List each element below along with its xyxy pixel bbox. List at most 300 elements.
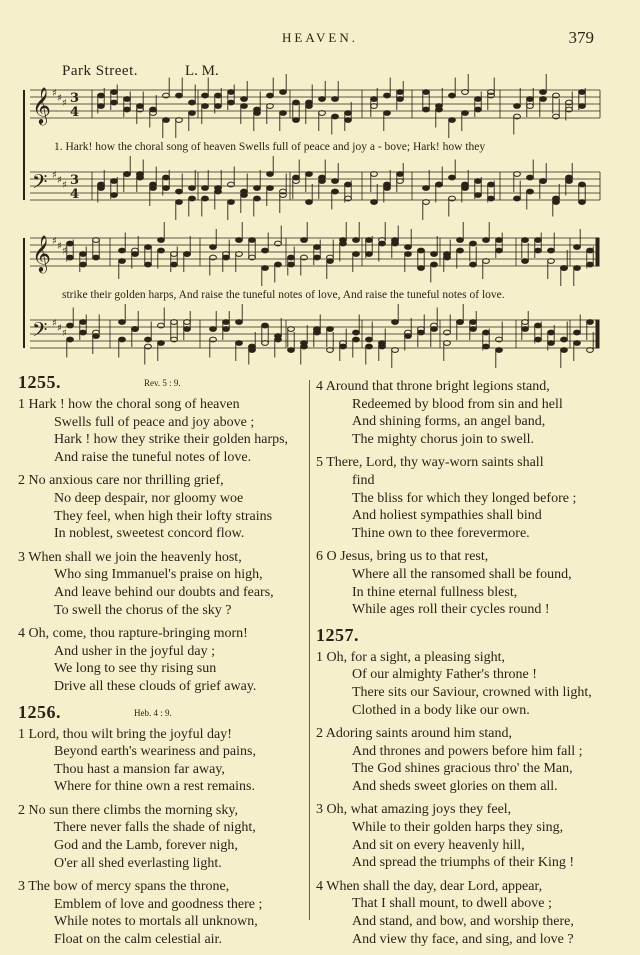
note-head bbox=[431, 252, 438, 257]
verse-line: find bbox=[352, 472, 375, 488]
verse-line: And spread the triumphs of their King ! bbox=[352, 855, 575, 871]
note-head bbox=[496, 238, 503, 243]
note-head bbox=[210, 327, 217, 332]
verse-line: Hark ! how they strike their golden harps, bbox=[54, 432, 289, 448]
note-head bbox=[553, 196, 560, 201]
music-lyrics-line-2: strike their golden harps, And raise the tuneful notes of love, And raise the tuneful notes of love. bbox=[62, 289, 505, 301]
note-head bbox=[548, 248, 555, 253]
verse-line: And holiest sympathies shall bind bbox=[352, 508, 542, 524]
note-head bbox=[457, 320, 464, 325]
note-head bbox=[288, 255, 295, 260]
note-head bbox=[98, 93, 105, 98]
stanza bbox=[18, 625, 310, 695]
verse-line: Redeemed by blood from sin and hell bbox=[352, 396, 563, 412]
note-head bbox=[124, 107, 131, 112]
bass-clef: 𝄢 bbox=[32, 318, 48, 346]
note-head bbox=[236, 320, 243, 325]
stanza bbox=[18, 726, 310, 796]
note-head bbox=[579, 200, 586, 205]
note-head bbox=[228, 90, 235, 95]
note-head bbox=[306, 172, 313, 177]
note-head bbox=[215, 93, 222, 98]
page-header-title: HEAVEN. bbox=[281, 30, 358, 45]
verse-line: 6 O Jesus, bring us to that rest, bbox=[316, 549, 489, 565]
note-head bbox=[332, 114, 339, 119]
note-head bbox=[314, 245, 321, 250]
music-lyrics-line-1: 1. Hark! how the choral song of heaven Swells full of peace and joy a - bove; Hark! how they bbox=[54, 141, 486, 153]
note-head bbox=[353, 337, 360, 342]
note-head bbox=[449, 118, 456, 123]
verse-line: There sits our Saviour, crowned with light, bbox=[352, 684, 592, 700]
verse-line: Float on the calm celestial air. bbox=[54, 932, 222, 948]
note-head bbox=[137, 104, 144, 109]
note-head bbox=[345, 118, 352, 123]
note-head bbox=[314, 255, 321, 260]
note-head bbox=[379, 241, 386, 246]
sharp-sign: ♯ bbox=[57, 323, 62, 334]
verse-line: In noblest, sweetest concord flow. bbox=[54, 526, 245, 542]
note-head bbox=[431, 327, 438, 332]
bass-clef: 𝄢 bbox=[32, 170, 48, 198]
note-head bbox=[111, 100, 118, 105]
verse-line: Where all the ransomed shall be found, bbox=[352, 566, 572, 582]
note-head bbox=[150, 107, 157, 112]
note-head bbox=[449, 175, 456, 180]
note-head bbox=[366, 252, 373, 257]
note-head bbox=[327, 327, 334, 332]
note-head bbox=[145, 245, 152, 250]
verse-line: 4 Around that throne bright legions stand, bbox=[316, 379, 550, 394]
note-head bbox=[119, 248, 126, 253]
note-head bbox=[202, 196, 209, 201]
stanza bbox=[18, 549, 310, 619]
left-column bbox=[18, 372, 310, 955]
note-head bbox=[80, 262, 87, 267]
treble-clef: 𝄞 bbox=[32, 86, 51, 124]
note-head bbox=[67, 241, 74, 246]
note-head bbox=[475, 97, 482, 102]
note-head bbox=[431, 262, 438, 267]
time-signature-top: 3 bbox=[70, 91, 80, 106]
note-head bbox=[353, 252, 360, 257]
hymn-reference: Rev. 5 : 9. bbox=[144, 378, 181, 388]
note-head bbox=[475, 107, 482, 112]
note-head bbox=[280, 111, 287, 116]
note-head bbox=[241, 104, 248, 109]
note-head bbox=[392, 238, 399, 243]
note-head bbox=[158, 238, 165, 243]
final-bar bbox=[596, 320, 599, 348]
stanza bbox=[316, 548, 616, 618]
note-head bbox=[241, 193, 248, 198]
note-head bbox=[574, 266, 581, 271]
time-signature-top: 3 bbox=[70, 173, 80, 188]
note-head bbox=[262, 323, 269, 328]
note-head bbox=[67, 255, 74, 260]
note-head bbox=[384, 182, 391, 187]
verse-line: Thine own to thee forevermore. bbox=[352, 525, 530, 541]
verse-line: 5 There, Lord, thy way-worn saints shall bbox=[316, 455, 544, 471]
note-head bbox=[475, 193, 482, 198]
verse-line: 2 No anxious care nor thrilling grief, bbox=[18, 473, 224, 489]
note-head bbox=[462, 111, 469, 116]
note-head bbox=[202, 104, 209, 109]
note-head bbox=[496, 248, 503, 253]
note-head bbox=[267, 93, 274, 98]
stanza bbox=[316, 878, 616, 948]
note-head bbox=[418, 266, 425, 271]
note-head bbox=[189, 111, 196, 116]
note-head bbox=[345, 182, 352, 187]
note-head bbox=[405, 245, 412, 250]
sharp-sign: ♯ bbox=[52, 170, 57, 181]
verse-line: That I shall mount, to dwell above ; bbox=[352, 896, 552, 912]
note-head bbox=[418, 248, 425, 253]
verse-line: Thou hast a mansion far away, bbox=[54, 761, 225, 777]
note-head bbox=[457, 248, 464, 253]
tune-meter: L. M. bbox=[185, 63, 219, 79]
verse-line: And sheds sweet glories on them all. bbox=[352, 778, 558, 794]
sharp-sign: ♯ bbox=[62, 98, 67, 109]
note-head bbox=[540, 90, 547, 95]
note-head bbox=[548, 330, 555, 335]
note-head bbox=[163, 118, 170, 123]
note-head bbox=[150, 186, 157, 191]
sharp-sign: ♯ bbox=[62, 180, 67, 191]
note-head bbox=[483, 238, 490, 243]
right-column bbox=[316, 378, 616, 954]
note-head bbox=[176, 189, 183, 194]
note-head bbox=[574, 341, 581, 346]
verse-line: Clothed in a body like our own. bbox=[352, 702, 530, 718]
verse-line: In thine eternal fullness blest, bbox=[352, 584, 518, 600]
note-head bbox=[275, 337, 282, 342]
note-head bbox=[371, 97, 378, 102]
note-head bbox=[353, 330, 360, 335]
note-head bbox=[158, 341, 165, 346]
verse-line: Beyond earth's weariness and pains, bbox=[54, 744, 256, 760]
verse-line: 3 The bow of mercy spans the throne, bbox=[18, 879, 230, 895]
note-head bbox=[80, 330, 87, 335]
note-head bbox=[332, 179, 339, 184]
note-head bbox=[275, 262, 282, 267]
stanza bbox=[316, 454, 616, 542]
note-head bbox=[514, 104, 521, 109]
note-head bbox=[514, 196, 521, 201]
note-head bbox=[158, 248, 165, 253]
note-head bbox=[267, 172, 274, 177]
note-head bbox=[483, 330, 490, 335]
sharp-sign: ♯ bbox=[52, 236, 57, 247]
note-head bbox=[249, 238, 256, 243]
treble-clef: 𝄞 bbox=[32, 234, 51, 272]
note-head bbox=[527, 97, 534, 102]
verse-line: 4 When shall the day, dear Lord, appear, bbox=[316, 878, 543, 894]
stanza bbox=[18, 472, 310, 542]
note-head bbox=[535, 337, 542, 342]
note-head bbox=[574, 245, 581, 250]
hymn-1255 bbox=[18, 372, 310, 696]
verse-line: God and the Lamb, forever nigh, bbox=[54, 838, 238, 854]
note-head bbox=[254, 186, 261, 191]
note-head bbox=[241, 97, 248, 102]
note-head bbox=[527, 175, 534, 180]
note-head bbox=[423, 90, 430, 95]
note-head bbox=[98, 104, 105, 109]
verse-line: 2 Adoring saints around him stand, bbox=[316, 726, 512, 742]
note-head bbox=[215, 104, 222, 109]
note-head bbox=[111, 193, 118, 198]
note-head bbox=[392, 320, 399, 325]
note-head bbox=[189, 196, 196, 201]
verse-line: The mighty chorus join to swell. bbox=[352, 431, 534, 447]
note-head bbox=[184, 252, 191, 257]
hymn-number: 1256. bbox=[18, 701, 61, 722]
stanza bbox=[18, 802, 310, 872]
note-head bbox=[236, 341, 243, 346]
note-head bbox=[587, 248, 594, 253]
note-head bbox=[470, 262, 477, 267]
note-head bbox=[535, 248, 542, 253]
note-head bbox=[470, 241, 477, 246]
verse-line: And view thy face, and sing, and love ? bbox=[352, 931, 574, 947]
verse-line: 1 Oh, for a sight, a pleasing sight, bbox=[316, 649, 505, 665]
verse-line: 1 Lord, thou wilt bring the joyful day! bbox=[18, 726, 232, 742]
stanza bbox=[316, 378, 616, 448]
stanza bbox=[316, 725, 616, 795]
note-head bbox=[254, 111, 261, 116]
note-head bbox=[280, 90, 287, 95]
note-head bbox=[314, 327, 321, 332]
note-head bbox=[228, 100, 235, 105]
verse-line: 3 When shall we join the heavenly host, bbox=[18, 549, 242, 565]
note-head bbox=[301, 344, 308, 349]
note-head bbox=[189, 186, 196, 191]
stanza bbox=[316, 801, 616, 871]
sharp-sign: ♯ bbox=[62, 246, 67, 257]
hymn-number: 1255. bbox=[18, 372, 61, 392]
note-head bbox=[80, 252, 87, 257]
note-head bbox=[262, 266, 269, 271]
note-head bbox=[522, 238, 529, 243]
note-head bbox=[540, 97, 547, 102]
note-head bbox=[561, 337, 568, 342]
sharp-sign: ♯ bbox=[52, 88, 57, 99]
note-head bbox=[587, 320, 594, 325]
note-head bbox=[475, 179, 482, 184]
final-bar bbox=[596, 238, 599, 266]
note-head bbox=[319, 179, 326, 184]
note-head bbox=[223, 320, 230, 325]
stanza bbox=[316, 649, 616, 719]
note-head bbox=[522, 327, 529, 332]
verse-line: The God shines gracious thro' the Man, bbox=[352, 761, 573, 777]
note-head bbox=[366, 337, 373, 342]
note-head bbox=[210, 245, 217, 250]
note-head bbox=[288, 348, 295, 353]
note-head bbox=[145, 337, 152, 342]
note-head bbox=[587, 262, 594, 267]
note-head bbox=[423, 186, 430, 191]
note-head bbox=[293, 118, 300, 123]
note-head bbox=[163, 175, 170, 180]
note-head bbox=[111, 179, 118, 184]
verse-line: Where for thine own a rest remains. bbox=[54, 779, 255, 795]
note-head bbox=[449, 93, 456, 98]
hymn-1256 bbox=[18, 702, 310, 949]
note-head bbox=[223, 327, 230, 332]
note-head bbox=[202, 93, 209, 98]
time-signature-bottom: 4 bbox=[70, 105, 80, 120]
note-head bbox=[457, 238, 464, 243]
verse-line: And stand, and bow, and worship there, bbox=[352, 914, 574, 930]
note-head bbox=[366, 344, 373, 349]
verse-line: While ages roll their cycles round ! bbox=[352, 602, 550, 618]
note-head bbox=[405, 252, 412, 257]
note-head bbox=[163, 186, 170, 191]
note-head bbox=[80, 320, 87, 325]
verse-line: Who sing Immanuel's praise on high, bbox=[54, 567, 263, 583]
verse-line: No deep despair, nor gloomy woe bbox=[54, 490, 244, 506]
verse-line: And thrones and powers before him fall ; bbox=[352, 743, 583, 759]
sharp-sign: ♯ bbox=[52, 318, 57, 329]
note-head bbox=[397, 97, 404, 102]
page-number: 379 bbox=[568, 28, 594, 47]
note-head bbox=[397, 90, 404, 95]
note-head bbox=[184, 327, 191, 332]
note-head bbox=[384, 93, 391, 98]
note-head bbox=[262, 248, 269, 253]
note-head bbox=[93, 255, 100, 260]
note-head bbox=[527, 189, 534, 194]
note-head bbox=[306, 104, 313, 109]
note-head bbox=[111, 90, 118, 95]
sharp-sign: ♯ bbox=[57, 241, 62, 252]
note-head bbox=[574, 330, 581, 335]
note-head bbox=[332, 97, 339, 102]
note-head bbox=[332, 189, 339, 194]
note-head bbox=[345, 111, 352, 116]
note-head bbox=[496, 348, 503, 353]
note-head bbox=[353, 238, 360, 243]
verse-line: And sit on every heavenly hill, bbox=[352, 837, 525, 853]
verse-line: We long to see thy rising sun bbox=[54, 661, 217, 677]
note-head bbox=[189, 100, 196, 105]
note-head bbox=[288, 262, 295, 267]
note-head bbox=[566, 175, 573, 180]
note-head bbox=[423, 107, 430, 112]
note-head bbox=[254, 196, 261, 201]
verse-line: 4 Oh, come, thou rapture-bringing morn! bbox=[18, 626, 248, 642]
verse-line: 3 Oh, what amazing joys they feel, bbox=[316, 802, 512, 818]
note-head bbox=[145, 262, 152, 267]
tune-name: Park Street. bbox=[62, 63, 138, 79]
note-head bbox=[119, 320, 126, 325]
note-head bbox=[137, 172, 144, 177]
time-signature-bottom: 4 bbox=[70, 187, 80, 202]
verse-line: Of our almighty Father's throne ! bbox=[352, 667, 537, 683]
note-head bbox=[483, 344, 490, 349]
note-head bbox=[124, 97, 131, 102]
verse-line: And usher in the joyful day ; bbox=[54, 643, 215, 659]
note-head bbox=[119, 337, 126, 342]
note-head bbox=[384, 111, 391, 116]
hymn-number: 1257. bbox=[316, 624, 359, 645]
note-head bbox=[470, 320, 477, 325]
note-head bbox=[171, 262, 178, 267]
note-head bbox=[579, 104, 586, 109]
music-score bbox=[0, 0, 640, 370]
verse-line: While notes to mortals all unknown, bbox=[54, 914, 258, 930]
verse-line: 1 Hark ! how the choral song of heaven bbox=[18, 397, 240, 412]
note-head bbox=[249, 344, 256, 349]
sharp-sign: ♯ bbox=[62, 328, 67, 339]
sharp-sign: ♯ bbox=[57, 175, 62, 186]
verse-line: Swells full of peace and joy above ; bbox=[54, 414, 255, 430]
note-head bbox=[306, 200, 313, 205]
verse-line: And raise the tuneful notes of love. bbox=[54, 449, 252, 465]
hymn-reference: Heb. 4 : 9. bbox=[134, 707, 172, 718]
note-head bbox=[488, 196, 495, 201]
verse-line: They feel, when high their lofty strains bbox=[54, 508, 273, 524]
sharp-sign: ♯ bbox=[57, 93, 62, 104]
note-head bbox=[535, 238, 542, 243]
note-head bbox=[67, 337, 74, 342]
stanza bbox=[18, 878, 310, 948]
note-head bbox=[436, 107, 443, 112]
verse-line: Drive all these clouds of grief away. bbox=[54, 678, 257, 694]
note-head bbox=[327, 259, 334, 264]
note-head bbox=[522, 259, 529, 264]
note-head bbox=[228, 200, 235, 205]
note-head bbox=[98, 182, 105, 187]
note-head bbox=[561, 266, 568, 271]
note-head bbox=[340, 241, 347, 246]
note-head bbox=[236, 238, 243, 243]
note-head bbox=[535, 323, 542, 328]
note-head bbox=[202, 186, 209, 191]
note-head bbox=[488, 182, 495, 187]
note-head bbox=[371, 200, 378, 205]
note-head bbox=[379, 341, 386, 346]
note-head bbox=[579, 90, 586, 95]
note-head bbox=[579, 182, 586, 187]
note-head bbox=[119, 259, 126, 264]
verse-line: While to their golden harps they sing, bbox=[352, 820, 564, 836]
note-head bbox=[301, 238, 308, 243]
note-head bbox=[548, 341, 555, 346]
note-head bbox=[561, 348, 568, 353]
note-head bbox=[176, 200, 183, 205]
note-head bbox=[470, 327, 477, 332]
verse-line: And leave behind our doubts and fears, bbox=[54, 584, 274, 600]
verse-line: There never falls the shade of night, bbox=[54, 820, 256, 836]
stanza bbox=[18, 396, 310, 466]
note-head bbox=[93, 334, 100, 339]
note-head bbox=[293, 100, 300, 105]
note-head bbox=[444, 252, 451, 257]
verse-line: 2 No sun there climbs the morning sky, bbox=[18, 802, 238, 818]
note-head bbox=[176, 93, 183, 98]
note-head bbox=[319, 97, 326, 102]
note-head bbox=[267, 186, 274, 191]
verse-line: Emblem of love and goodness there ; bbox=[54, 896, 263, 912]
note-head bbox=[366, 238, 373, 243]
hymn-1257 bbox=[316, 625, 616, 949]
note-head bbox=[215, 189, 222, 194]
note-head bbox=[67, 323, 74, 328]
note-head bbox=[132, 327, 139, 332]
